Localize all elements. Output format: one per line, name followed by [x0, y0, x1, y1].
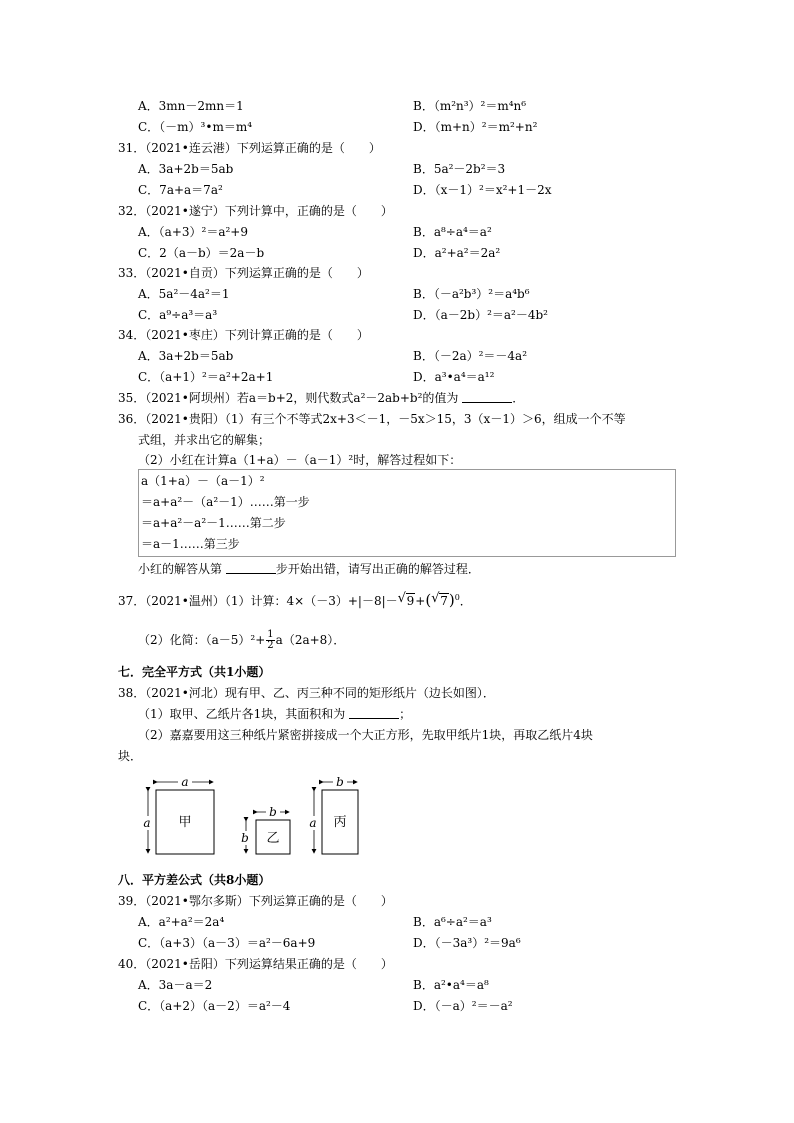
q40-option-c: C．（a+2）（a－2）＝a²－4: [138, 999, 291, 1013]
q37-line1: 37．（2021•温州）（1）计算：4×（－3）+|－8|－√ 9+(√ 7)$^0$．: [118, 590, 472, 611]
q38-part1-pre: （1）取甲、乙纸片各1块，其面积和为: [138, 707, 346, 721]
label-a-side-bing: a: [309, 816, 317, 830]
q39-option-c: C．（a+3）（a－3）＝a²－6a+9: [138, 936, 316, 950]
q38-part1-post: ；: [399, 707, 412, 721]
q30-option-c: C．（－m）³•m＝m⁴: [138, 120, 253, 134]
q32-option-b: B．a⁸÷a⁴＝a²: [413, 225, 492, 239]
q31-option-d: D．（x－1）²＝x²+1－2x: [413, 183, 552, 197]
q30-option-a: A．3mn－2mn＝1: [138, 99, 244, 113]
q34-stem: 34．（2021•枣庄）下列计算正确的是（ ）: [118, 328, 369, 342]
label-b-top-yi: b: [269, 805, 277, 819]
q38-paper-figure: [136, 772, 376, 862]
q34-option-d: D．a³•a⁴＝a¹²: [413, 370, 495, 384]
q36-work-line: ＝a－1……第三步: [141, 537, 240, 551]
section-8-heading: 八．平方差公式（共8小题）: [118, 873, 271, 887]
q38-answer-blank[interactable]: [349, 707, 399, 719]
q30-option-d: D．（m+n）²＝m²+n²: [413, 120, 538, 134]
label-a-top-jia: a: [181, 775, 189, 789]
q31-option-b: B．5a²－2b²＝3: [413, 162, 506, 176]
q35-stem: 35．（2021•阿坝州）若a＝b+2，则代数式a²－2ab+b²的值为: [118, 391, 459, 405]
q40-option-d: D．（－a）²＝－a²: [413, 999, 513, 1013]
q39-option-a: A．a²+a²＝2a⁴: [138, 915, 225, 929]
q31-option-c: C．7a+a＝7a²: [138, 183, 223, 197]
q38-part2-line1: （2）嘉嘉要用这三种纸片紧密拼接成一个大正方形，先取甲纸片1块，再取乙纸片4块: [138, 728, 593, 742]
q36-part2: （2）小红在计算a（1+a）－（a－1）²时，解答过程如下：: [138, 453, 462, 467]
q33-option-c: C．a⁹÷a³＝a³: [138, 308, 218, 322]
label-b-top-bing: b: [336, 775, 344, 789]
sqrt-7: √ 7: [431, 591, 449, 611]
q33-option-d: D．（a－2b）²＝a²－4b²: [413, 308, 548, 322]
q37-line2: [138, 629, 345, 651]
q38-part2-line2: 块．: [118, 749, 143, 763]
q38-stem: 38．（2021•河北）现有甲、乙、丙三种不同的矩形纸片（边长如图）．: [118, 686, 495, 700]
q37-end: ．: [459, 594, 472, 608]
q33-option-a: A．5a²－4a²＝1: [138, 287, 230, 301]
q36-ask-line: [138, 561, 480, 577]
q38-part1-line: [138, 706, 411, 722]
q32-option-a: A．（a+3）²＝a²+9: [138, 225, 248, 239]
label-yi: 乙: [266, 831, 280, 846]
q35-answer-blank[interactable]: [462, 391, 512, 403]
label-b-side-yi: b: [241, 831, 249, 845]
q39-stem: 39．（2021•鄂尔多斯）下列运算正确的是（ ）: [118, 894, 393, 908]
q33-option-b: B．（－a²b³）²＝a⁴b⁶: [413, 287, 530, 301]
label-a-side-jia: a: [143, 816, 151, 830]
label-bing: 丙: [333, 815, 347, 830]
q31-option-a: A．3a+2b＝5ab: [138, 162, 234, 176]
q32-stem: 32．（2021•遂宁）下列计算中，正确的是（ ）: [118, 204, 393, 218]
q40-stem: 40．（2021•岳阳）下列运算结果正确的是（ ）: [118, 957, 393, 971]
q36-work-line: ＝a+a²－a²－1……第二步: [141, 516, 286, 530]
q36-ask-pre: 小红的解答从第: [138, 562, 223, 576]
q37-part2-pre: （2）化简：（a－5）²+: [138, 633, 266, 647]
q31-stem: 31．（2021•连云港）下列运算正确的是（ ）: [118, 141, 381, 155]
q35-tail: ．: [512, 391, 525, 405]
q36-work-line: a（1+a）－（a－1）²: [141, 474, 265, 488]
q39-option-d: D．（－3a³）²＝9a⁶: [413, 936, 521, 950]
q37-stem: 37．（2021•温州）（1）计算：4×（－3）+|－8|－: [118, 594, 398, 608]
sqrt-9: √ 9: [398, 591, 416, 611]
q34-option-a: A．3a+2b＝5ab: [138, 349, 234, 363]
q35-line: [118, 390, 524, 406]
label-jia: 甲: [178, 815, 192, 830]
q36-ask-post: 步开始出错，请写出正确的解答过程．: [275, 562, 480, 576]
fraction-one-half: $\frac{1}{2}$: [267, 629, 274, 651]
q37-exponent-zero: 0: [454, 593, 460, 602]
q40-option-b: B．a²•a⁴＝a⁸: [413, 978, 489, 992]
q36-stem-line2: 式组，并求出它的解集；: [138, 433, 271, 447]
q40-option-a: A．3a－a＝2: [138, 978, 213, 992]
q32-option-c: C．2（a－b）＝2a－b: [138, 246, 265, 260]
q36-stem-line1: 36．（2021•贵阳）（1）有三个不等式2x+3＜－1，－5x＞15，3（x－1）＞6，组成一个不等: [118, 412, 626, 426]
q30-option-b: B．（m²n³）²＝m⁴n⁶: [413, 99, 527, 113]
q34-option-b: B．（－2a）²＝－4a²: [413, 349, 528, 363]
q36-work-line: ＝a+a²－（a²－1）……第一步: [141, 495, 310, 509]
q32-option-d: D．a²+a²＝2a²: [413, 246, 501, 260]
q34-option-c: C．（a+1）²＝a²+2a+1: [138, 370, 274, 384]
q39-option-b: B．a⁶÷a²＝a³: [413, 915, 492, 929]
q37-part2-post: a（2a+8）．: [275, 633, 346, 647]
q33-stem: 33．（2021•自贡）下列运算正确的是（ ）: [118, 266, 369, 280]
section-7-heading: 七．完全平方式（共1小题）: [118, 665, 271, 679]
q36-answer-blank[interactable]: [226, 562, 276, 574]
q37-plus: +: [415, 594, 426, 608]
